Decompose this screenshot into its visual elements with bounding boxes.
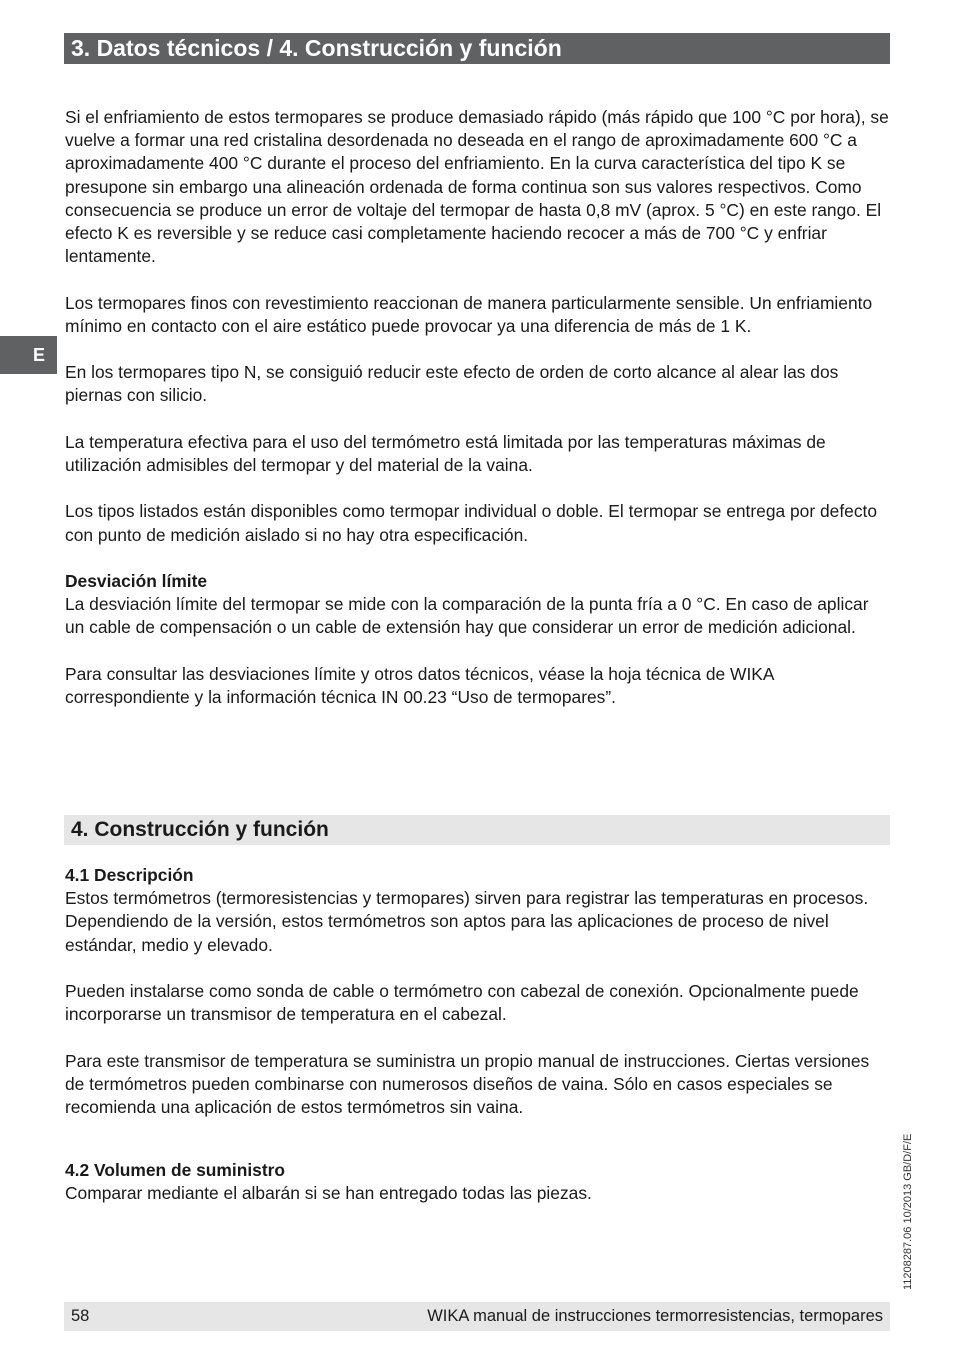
- limit-deviation-text: La desviación límite del termopar se mide con la comparación de la punta fría a 0 °C. En caso de aplicar un cable de compensación o un cable de extensión hay que considerar un error de medición adicional.: [65, 594, 869, 638]
- description-text: Estos termómetros (termoresistencias y termopares) sirven para registrar las temperaturas en procesos. Dependiendo de la versión, estos termómetros son aptos para las aplicaciones de proceso de nivel estándar, medio y elevado.: [65, 888, 869, 955]
- page-number: 58: [71, 1307, 90, 1325]
- paragraph: Para este transmisor de temperatura se suministra un propio manual de instrucciones. Ciertas versiones de termómetros pueden combinarse con numerosos diseños de vaina. Sólo en casos especiales se recomienda una aplicación de estos termómetros sin vaina.: [65, 1050, 870, 1117]
- footer-title: WIKA manual de instrucciones termorresistencias, termopares: [427, 1307, 883, 1325]
- limit-deviation-heading: Desviación límite: [65, 570, 208, 591]
- section-4-body: [65, 864, 891, 1229]
- language-tab: [0, 336, 57, 374]
- paragraph: En los termopares tipo N, se consiguió reducir este efecto de orden de corto alcance al alear las dos piernas con silicio.: [65, 362, 839, 406]
- scope-heading: 4.2 Volumen de suministro: [65, 1160, 286, 1181]
- paragraph: La temperatura efectiva para el uso del termómetro está limitada por las temperaturas máximas de utilización admisibles del termopar y del material de la vaina.: [65, 431, 826, 475]
- paragraph: Si el enfriamiento de estos termopares se produce demasiado rápido (más rápido que 100 °C por hora), se vuelve a formar una red cristalina desordenada no deseada en el rango de aproximadamente 600 °C a aproximadamente 400 °C durante el proceso del enfriamiento. En la curva característica del tipo K se presupone sin embargo una alineación ordenada de forma continua son sus valores respectivos. Como consecuencia se produce un error de voltaje del termopar de hasta 0,8 mV (aprox. 5 °C) en este rango. El efecto K es reversible y se reduce casi completamente haciendo recocer a más de 700 °C y enfriar lentamente.: [65, 107, 889, 267]
- description-heading: 4.1 Descripción: [65, 865, 194, 885]
- paragraph: Pueden instalarse como sonda de cable o termómetro con cabezal de conexión. Opcionalmente puede incorporarse un transmisor de temperatura en el cabezal.: [65, 981, 859, 1025]
- language-tab-label: E: [32, 345, 45, 365]
- section-3-body: [65, 106, 891, 732]
- document-code: 11208287.06 10/2013 GB/D/F/E: [902, 1133, 914, 1290]
- footer-bar: [64, 1302, 890, 1331]
- page-title: 3. Datos técnicos / 4. Construcción y función: [71, 35, 562, 61]
- scope-block: [65, 1159, 891, 1205]
- section-4-header-bar: [64, 815, 890, 845]
- paragraph: Los tipos listados están disponibles como termopar individual o doble. El termopar se entrega por defecto con punto de medición aislado si no hay otra especificación.: [65, 501, 878, 545]
- paragraph: Los termopares finos con revestimiento reaccionan de manera particularmente sensible. Un enfriamiento mínimo en contacto con el aire estático puede provocar ya una diferencia de más de 1 K.: [65, 292, 873, 336]
- limit-deviation-block: [65, 570, 891, 640]
- section-4-title: 4. Construcción y función: [71, 818, 329, 841]
- section-header-bar: [64, 33, 890, 64]
- reference-paragraph: Para consultar las desviaciones límite y otros datos técnicos, véase la hoja técnica de WIKA correspondiente y la información técnica IN 00.23 “Uso de termopares”.: [65, 663, 774, 707]
- description-block: [65, 864, 891, 957]
- scope-text: Comparar mediante el albarán si se han entregado todas las piezas.: [65, 1183, 592, 1204]
